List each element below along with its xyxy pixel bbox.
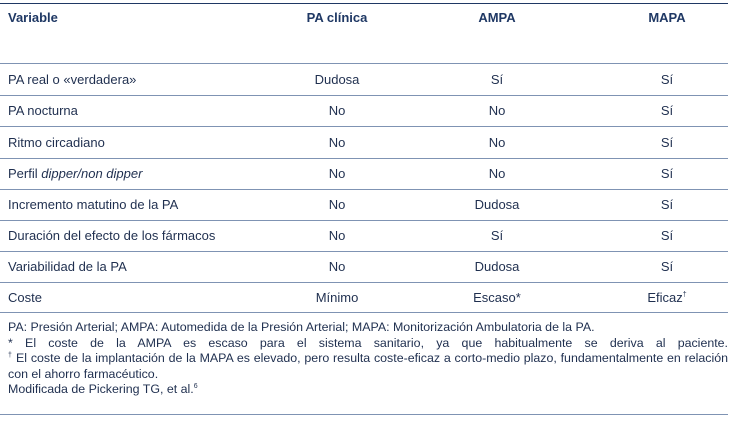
- mapa-cell: Sí: [660, 135, 674, 150]
- variable-cell: PA nocturna: [8, 103, 78, 118]
- mapa-cell: Sí: [660, 197, 674, 212]
- dagger-mark: †: [8, 352, 13, 360]
- mapa-cell: Sí: [660, 103, 674, 118]
- pa-clinica-cell: No: [328, 103, 346, 118]
- pa-clinica-cell: No: [328, 259, 346, 274]
- header-pa-clinica: PA clínica: [306, 10, 368, 25]
- source-text: Modificada de Pickering TG, et al.: [8, 382, 194, 397]
- header-ampa: AMPA: [478, 10, 516, 25]
- ampa-cell: Dudosa: [474, 197, 520, 212]
- variable-cell: Coste: [8, 290, 42, 305]
- ampa-cell: Sí: [490, 72, 504, 87]
- row-divider: [0, 251, 728, 252]
- table-bottom-rule: [0, 312, 728, 313]
- header-rule: [0, 63, 728, 64]
- abbreviations-note: PA: Presión Arterial; AMPA: Automedida de la Presión Arterial; MAPA: Monitorización Ambulatoria de la PA.: [8, 320, 595, 334]
- pa-clinica-cell: Mínimo: [315, 290, 359, 305]
- variable-cell: Ritmo circadiano: [8, 135, 105, 150]
- variable-italic: dipper/non dipper: [41, 166, 143, 181]
- mapa-cell: Sí: [660, 166, 674, 181]
- mapa-cell: Sí: [660, 228, 674, 243]
- table-footnotes: [8, 320, 728, 398]
- row-divider: [0, 220, 728, 221]
- header-variable: Variable: [8, 10, 58, 25]
- pa-clinica-cell: Dudosa: [314, 72, 360, 87]
- ampa-cell: No: [488, 103, 506, 118]
- row-divider: [0, 158, 728, 159]
- dagger-mark: †: [682, 291, 687, 299]
- row-divider: [0, 95, 728, 96]
- mapa-cost-value: Eficaz: [647, 290, 683, 305]
- mapa-cost-note: [8, 351, 728, 382]
- variable-cell: [8, 166, 142, 182]
- pa-clinica-cell: No: [328, 135, 346, 150]
- pa-clinica-cell: No: [328, 197, 346, 212]
- ampa-cell: Escaso*: [473, 290, 521, 305]
- reference-mark: 6: [193, 383, 198, 391]
- row-divider: [0, 126, 728, 127]
- ampa-cost-note: * El coste de la AMPA es escaso para el sistema sanitario, ya que habitualmente se deriva al paciente.: [8, 335, 728, 350]
- ampa-cell: Dudosa: [474, 259, 520, 274]
- mapa-cell: [612, 290, 722, 306]
- header-mapa: MAPA: [648, 10, 686, 25]
- row-divider: [0, 282, 728, 283]
- ampa-cell: No: [488, 135, 506, 150]
- notes-bottom-rule: [0, 414, 728, 415]
- row-divider: [0, 189, 728, 190]
- mapa-cost-text: El coste de la implantación de la MAPA es elevado, pero resulta coste-eficaz a corto-medio plazo, fundamentalmente en relación con el ahorro farmacéutico.: [8, 351, 728, 381]
- pa-clinica-cell: No: [328, 228, 346, 243]
- mapa-cell: Sí: [660, 259, 674, 274]
- source-note: [8, 382, 728, 398]
- pa-clinica-cell: No: [328, 166, 346, 181]
- variable-cell: PA real o «verdadera»: [8, 72, 137, 87]
- table-top-rule: [0, 3, 728, 4]
- mapa-cell: Sí: [660, 72, 674, 87]
- variable-cell: Variabilidad de la PA: [8, 259, 127, 274]
- ampa-cell: Sí: [490, 228, 504, 243]
- variable-cell: Duración del efecto de los fármacos: [8, 228, 216, 243]
- variable-cell: Incremento matutino de la PA: [8, 197, 179, 212]
- variable-prefix: Perfil: [8, 166, 42, 181]
- ampa-cell: No: [488, 166, 506, 181]
